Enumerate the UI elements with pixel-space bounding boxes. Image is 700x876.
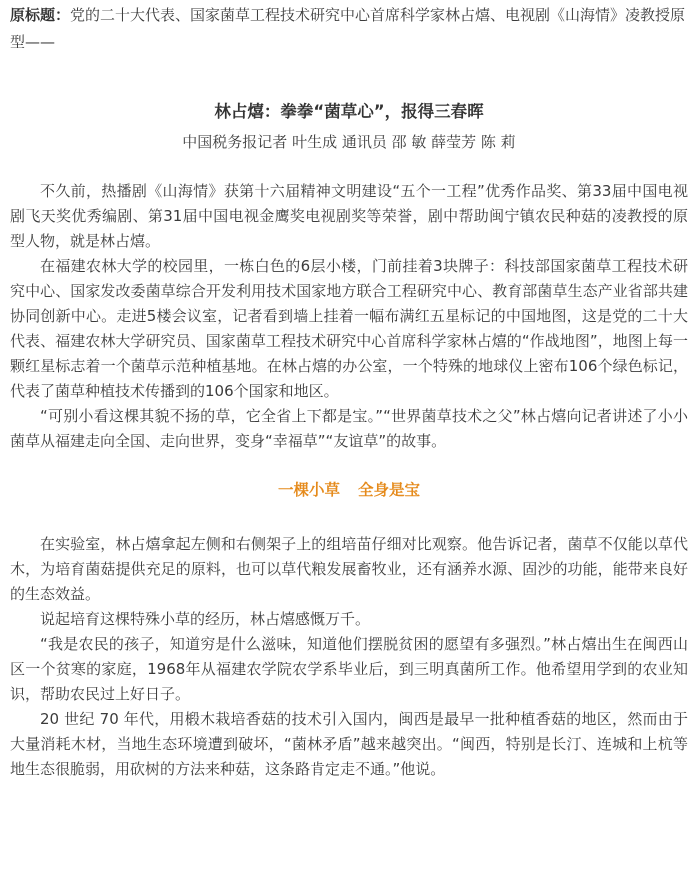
section-heading-part1: 一棵小草 [277,481,340,499]
article-byline: 中国税务报记者 叶生成 通讯员 邵 敏 薛莹芳 陈 莉 [182,133,516,151]
paragraph: 不久前，热播剧《山海情》获第十六届精神文明建设“五个一工程”优秀作品奖、第33届中国电视剧飞天奖优秀编剧、第31届中国电视金鹰奖电视剧奖等荣誉，剧中帮助闽宁镇农民种菇的凌教授的原型人物，就是林占熺。 [10,182,688,250]
original-title-text: 党的二十大代表、国家菌草工程技术研究中心首席科学家林占熺、电视剧《山海情》凌教授原型—— [10,6,686,51]
original-title-label: 原标题： [10,6,71,24]
original-title [10,2,688,56]
article-page [0,2,700,876]
section-heading [10,478,688,502]
paragraph: 在实验室，林占熺拿起左侧和右侧架子上的组培苗仔细对比观察。他告诉记者，菌草不仅能以草代木，为培育菌菇提供充足的原料，也可以草代粮发展畜牧业，还有涵养水源、固沙的功能，能带来良好的生态效益。 [10,535,688,603]
paragraph: 20 世纪 70 年代，用椴木栽培香菇的技术引入国内，闽西是最早一批种植香菇的地区，然而由于大量消耗木材，当地生态环境遭到破坏，“菌林矛盾”越来越突出。“闽西，特别是长汀、连城和上杭等地生态很脆弱，用砍树的方法来种菇，这条路肯定走不通。”他说。 [10,710,688,778]
paragraph: “可别小看这棵其貌不扬的草，它全省上下都是宝。”“世界菌草技术之父”林占熺向记者讲述了小小菌草从福建走向全国、走向世界，变身“幸福草”“友谊草”的故事。 [10,407,688,450]
paragraph: 在福建农林大学的校园里，一栋白色的6层小楼，门前挂着3块牌子：科技部国家菌草工程技术研究中心、国家发改委菌草综合开发利用技术国家地方联合工程研究中心、教育部菌草生态产业省部共建协同创新中心。走进5楼会议室，记者看到墙上挂着一幅布满红五星标记的中国地图，这是党的二十大代表、福建农林大学研究员、国家菌草工程技术研究中心首席科学家林占熺的“作战地图”，地图上每一颗红星标志着一个菌草示范种植基地。在林占熺的办公室，一个特殊的地球仪上密布106个绿色标记，代表了菌草种植技术传播到的106个国家和地区。 [10,257,688,400]
paragraph: 说起培育这棵特殊小草的经历，林占熺感慨万千。 [40,610,371,628]
paragraph: “我是农民的孩子，知道穷是什么滋味，知道他们摆脱贫困的愿望有多强烈。”林占熺出生在闽西山区一个贫寒的家庭，1968年从福建农学院农学系毕业后，到三明真菌所工作。他希望用学到的农业知识，帮助农民过上好日子。 [10,635,688,703]
section-heading-part2: 全身是宝 [358,481,421,499]
article-headline: 林占熺：拳拳“菌草心”，报得三春晖 [214,102,484,121]
